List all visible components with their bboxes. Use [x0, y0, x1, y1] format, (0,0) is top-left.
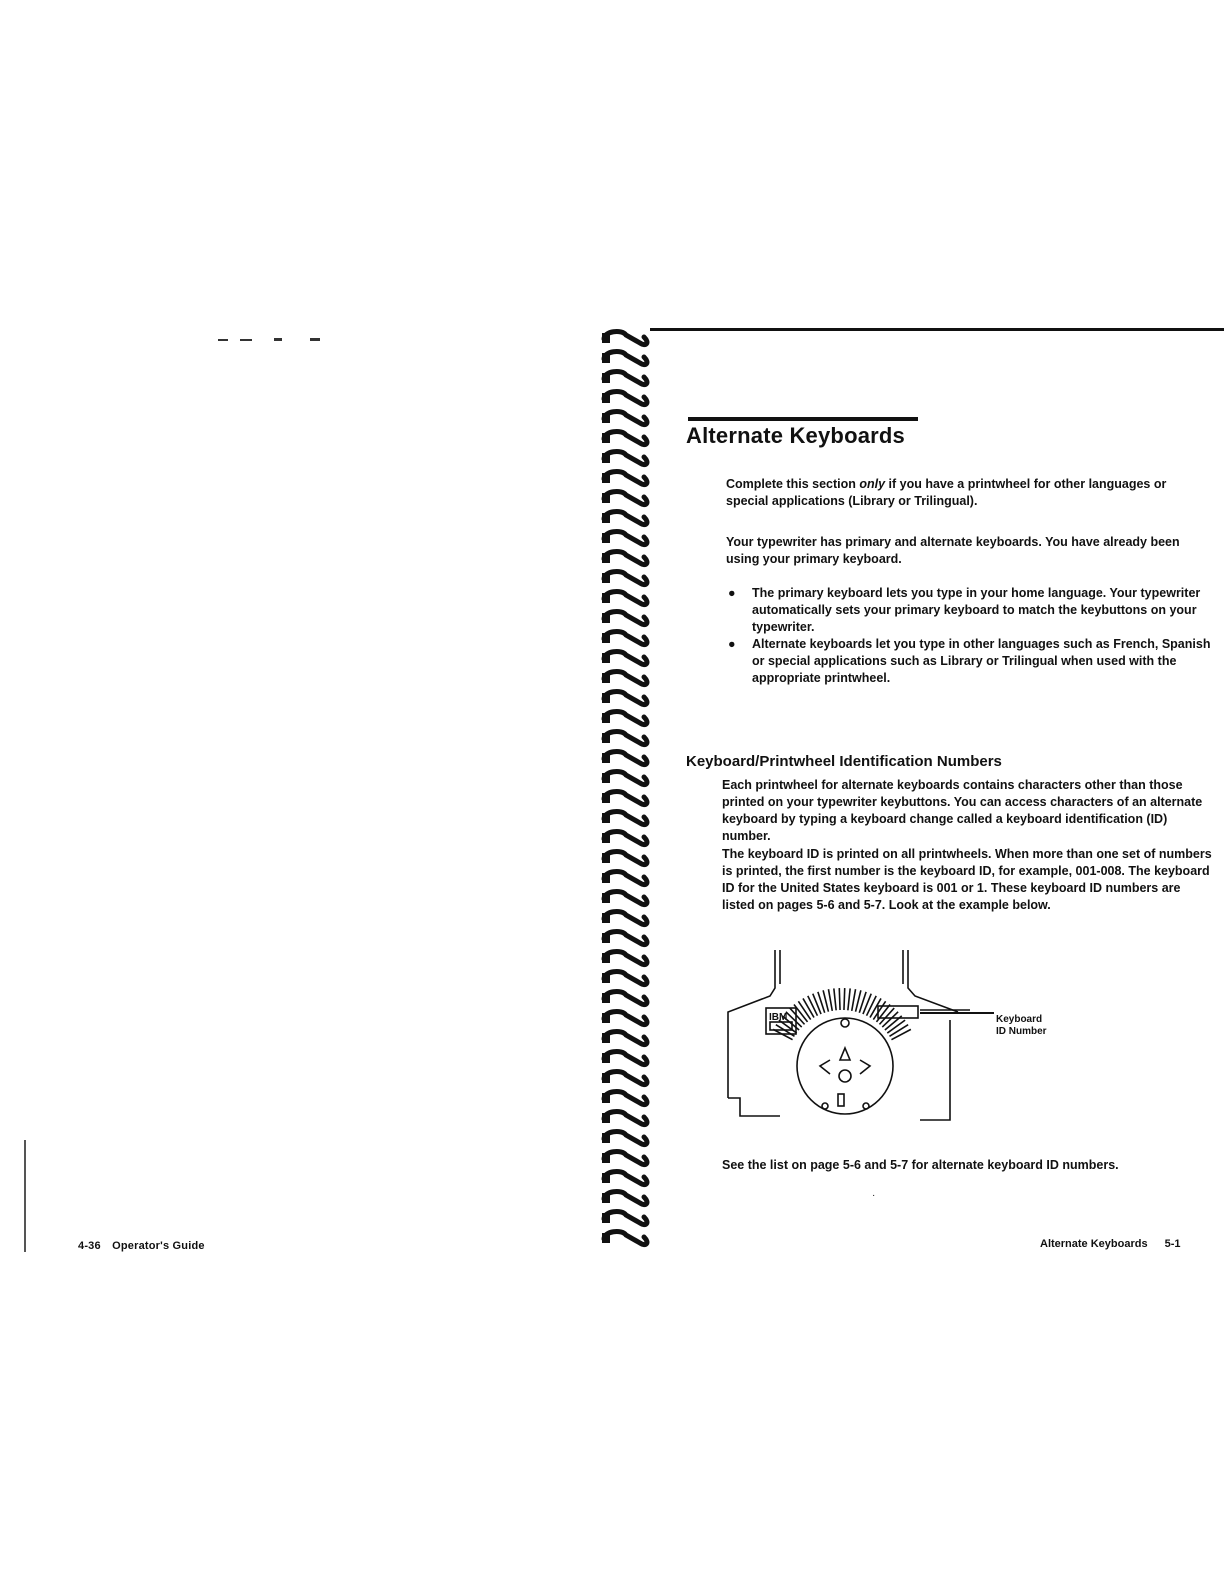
spiral-loop	[604, 1052, 647, 1065]
spiral-hole	[602, 1213, 610, 1223]
spiral-hole	[602, 573, 610, 583]
spiral-hole	[602, 773, 610, 783]
list-item	[726, 636, 1224, 687]
spiral-loop	[604, 552, 647, 565]
section-subheading: Keyboard/Printwheel Identification Numbers	[686, 753, 1002, 770]
left-page-edge-line	[24, 1140, 26, 1252]
spiral-hole	[602, 533, 610, 543]
spiral-hole	[602, 413, 610, 423]
spiral-loop	[604, 1072, 647, 1085]
spiral-loop	[604, 1192, 647, 1205]
spiral-loop	[604, 412, 647, 425]
printwheel-petal	[867, 996, 877, 1016]
spiral-loop	[604, 512, 647, 525]
spiral-hole	[602, 373, 610, 383]
spiral-hole	[602, 553, 610, 563]
spiral-hole	[602, 953, 610, 963]
printwheel-logo: IBM	[769, 1012, 788, 1023]
spiral-hole	[602, 913, 610, 923]
spiral-hole	[602, 873, 610, 883]
page-title: Alternate Keyboards	[686, 423, 905, 448]
spiral-hole	[602, 1193, 610, 1203]
see-list-note: See the list on page 5-6 and 5-7 for alternate keyboard ID numbers.	[722, 1158, 1119, 1172]
intro-paragraph	[726, 476, 1206, 510]
spiral-loop	[604, 612, 647, 625]
callout-line-2: ID Number	[996, 1026, 1047, 1037]
spiral-loop	[604, 772, 647, 785]
spiral-hole	[602, 1033, 610, 1043]
printwheel-paragraph: Each printwheel for alternate keyboards contains characters other than those printed on your typewriter keybuttons. You can access characters of an alternate keyboard by typing a keyboard change called a keyboard identification (ID) number.	[722, 778, 1203, 843]
spiral-loop	[604, 1112, 647, 1125]
spiral-hole	[602, 493, 610, 503]
spiral-hole	[602, 993, 610, 1003]
spiral-loop	[604, 352, 647, 365]
spiral-hole	[602, 593, 610, 603]
spiral-loop	[604, 332, 647, 345]
spiral-loop	[604, 1012, 647, 1025]
bullet-icon: ●	[728, 637, 736, 651]
spiral-hole	[602, 813, 610, 823]
spiral-loop	[604, 712, 647, 725]
printwheel-petal	[828, 989, 832, 1011]
spiral-hole	[602, 933, 610, 943]
spiral-loop	[604, 1032, 647, 1045]
intro-emphasis: only	[859, 477, 886, 491]
left-page-footer-title: Operator's Guide	[112, 1240, 205, 1252]
spiral-loop	[604, 632, 647, 645]
spiral-hole	[602, 513, 610, 523]
printwheel-petal	[848, 988, 850, 1010]
right-page-footer	[1040, 1238, 1181, 1250]
spiral-hole	[602, 893, 610, 903]
printwheel-petal	[891, 1029, 910, 1039]
left-page-number: 4-36	[78, 1240, 101, 1252]
keyboards-paragraph: Your typewriter has primary and alternate keyboards. You have already been using your primary keyboard.	[726, 535, 1180, 566]
spiral-hole	[602, 853, 610, 863]
spiral-loop	[604, 872, 647, 885]
spiral-hole	[602, 1153, 610, 1163]
spiral-loop	[604, 1212, 647, 1225]
printwheel-petal	[870, 998, 881, 1017]
spiral-loop	[604, 912, 647, 925]
spiral-binding-icon	[600, 325, 680, 1255]
keyboard-bullet-list	[726, 585, 1224, 687]
spiral-hole	[602, 333, 610, 343]
spiral-hole	[602, 1013, 610, 1023]
spiral-hole	[602, 673, 610, 683]
printwheel-petal	[852, 989, 856, 1011]
right-page-footer-title: Alternate Keyboards	[1040, 1238, 1148, 1250]
printwheel-petal	[889, 1025, 908, 1037]
spiral-loop	[604, 732, 647, 745]
spiral-hole	[602, 973, 610, 983]
printwheel-illustration-icon	[720, 948, 970, 1128]
spiral-loop	[604, 812, 647, 825]
spiral-loop	[604, 752, 647, 765]
spiral-loop	[604, 952, 647, 965]
spiral-loop	[604, 492, 647, 505]
spiral-hole	[602, 793, 610, 803]
spiral-hole	[602, 1073, 610, 1083]
printwheel-petal	[839, 988, 840, 1010]
spiral-hole	[602, 633, 610, 643]
spiral-loop	[604, 852, 647, 865]
spiral-loop	[604, 992, 647, 1005]
spiral-loop	[604, 532, 647, 545]
printwheel-petal	[808, 996, 818, 1016]
bullet-icon: ●	[728, 586, 736, 600]
spiral-loop	[604, 432, 647, 445]
spiral-hole	[602, 453, 610, 463]
spiral-loop	[604, 832, 647, 845]
spiral-hole	[602, 1113, 610, 1123]
callout-line-1: Keyboard	[996, 1014, 1043, 1025]
spiral-loop	[604, 892, 647, 905]
spiral-hole	[602, 393, 610, 403]
spiral-loop	[604, 972, 647, 985]
spiral-hole	[602, 1173, 610, 1183]
spiral-hole	[602, 653, 610, 663]
spiral-hole	[602, 433, 610, 443]
printwheel-petal	[803, 998, 814, 1017]
spiral-loop	[604, 672, 647, 685]
title-rule	[688, 417, 918, 421]
bullet-text-primary: The primary keyboard lets you type in your home language. Your typewriter automatically sets your primary keyboard to match the keybuttons on your typewriter.	[752, 586, 1201, 634]
callout-line	[920, 1012, 994, 1014]
spiral-hole	[602, 613, 610, 623]
printwheel-petal	[834, 988, 836, 1010]
spiral-loop	[604, 392, 647, 405]
spiral-loop	[604, 1152, 647, 1165]
spiral-hole	[602, 1133, 610, 1143]
keyboard-id-callout	[996, 1014, 1047, 1038]
right-page-number: 5-1	[1164, 1238, 1181, 1250]
spiral-hole	[602, 1053, 610, 1063]
spiral-hole	[602, 693, 610, 703]
spiral-loop	[604, 572, 647, 585]
spiral-loop	[604, 1092, 647, 1105]
spiral-loop	[604, 692, 647, 705]
spiral-hole	[602, 473, 610, 483]
spiral-hole	[602, 1093, 610, 1103]
left-page-footer	[78, 1240, 205, 1252]
spiral-loop	[604, 1172, 647, 1185]
spiral-hole	[602, 353, 610, 363]
spiral-loop	[604, 652, 647, 665]
list-item	[726, 585, 1224, 636]
spiral-loop	[604, 592, 647, 605]
spiral-loop	[604, 472, 647, 485]
page-top-rule	[650, 328, 1224, 331]
spiral-loop	[604, 1132, 647, 1145]
printwheel-petal	[844, 988, 845, 1010]
left-page-scan-marks	[170, 330, 330, 336]
intro-text-end: if you have a printwheel for other languages or special applications (Library or Trilingual).	[726, 477, 1167, 508]
scan-speck: ·	[872, 1190, 876, 1201]
bullet-text-alternate: Alternate keyboards let you type in other languages such as French, Spanish or special applications such as Library or Trilingual when used with the appropriate printwheel.	[752, 637, 1211, 685]
spiral-loop	[604, 1232, 647, 1245]
spiral-loop	[604, 792, 647, 805]
spiral-hole	[602, 753, 610, 763]
spiral-hole	[602, 733, 610, 743]
spiral-hole	[602, 1233, 610, 1243]
spiral-loop	[604, 932, 647, 945]
spiral-loop	[604, 372, 647, 385]
intro-text-start: Complete this section	[726, 477, 860, 491]
spiral-loop	[604, 452, 647, 465]
spiral-hole	[602, 833, 610, 843]
keyboard-id-paragraph: The keyboard ID is printed on all printwheels. When more than one set of numbers is printed, the first number is the keyboard ID, for example, 001-008. The keyboard ID for the United States keyboard is 001 or 1. These keyboard ID numbers are listed on pages 5-6 and 5-7. Look at the example below.	[722, 847, 1212, 912]
spiral-hole	[602, 713, 610, 723]
